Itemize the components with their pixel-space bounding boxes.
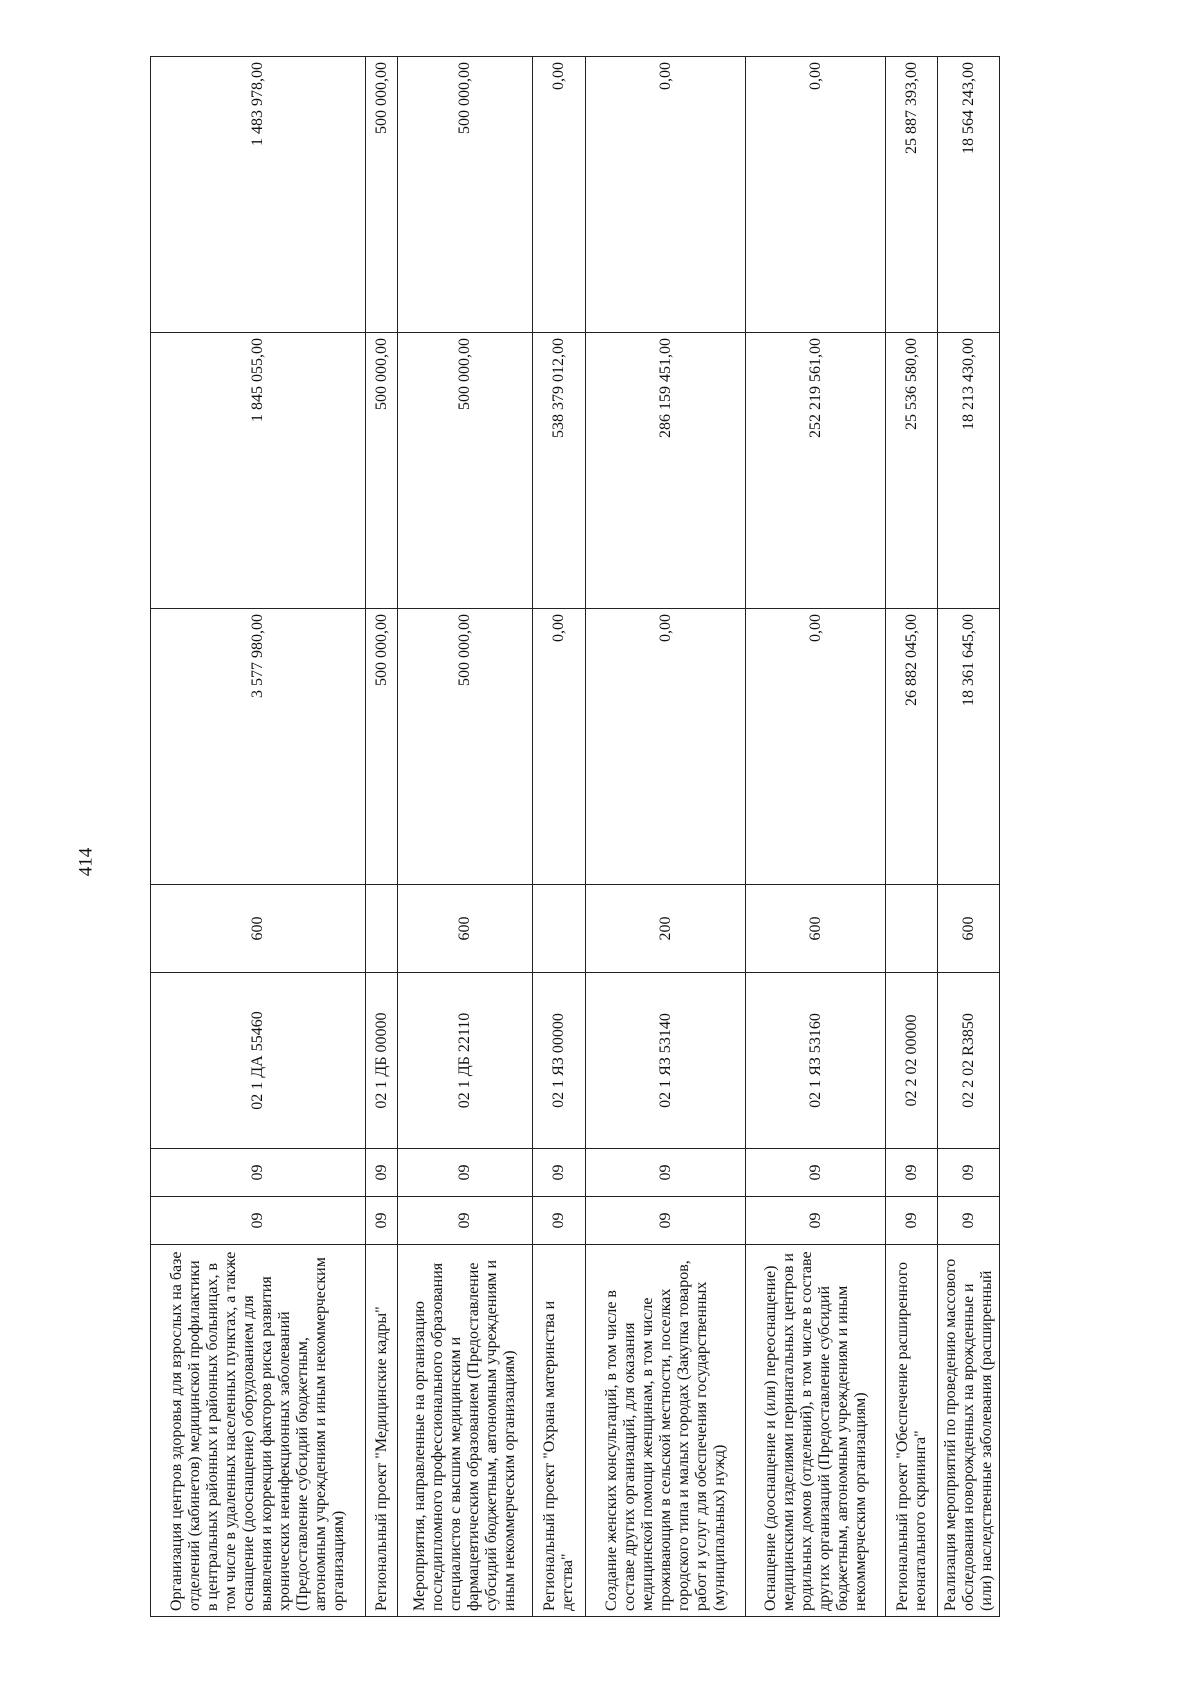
amount-year-1-cell: 18 361 645,00: [938, 609, 1000, 885]
amount-year-1-cell: 0,00: [586, 609, 746, 885]
section-code-cell: 09: [886, 1149, 938, 1197]
target-article-cell: 02 1 ЯЗ 00000: [533, 973, 586, 1149]
amount-year-1-cell: 500 000,00: [398, 609, 533, 885]
section-code-cell: 09: [366, 1149, 398, 1197]
target-article-cell: 02 1 ДБ 22110: [398, 973, 533, 1149]
expense-type-cell: 600: [151, 885, 366, 973]
target-article-cell: 02 2 02 R3850: [938, 973, 1000, 1149]
amount-year-2-cell: 500 000,00: [398, 333, 533, 609]
table-row: [746, 57, 886, 1617]
ministry-code-cell: 09: [398, 1197, 533, 1245]
ministry-code-cell: 09: [886, 1197, 938, 1245]
section-code-cell: 09: [533, 1149, 586, 1197]
amount-year-2-cell: 538 379 012,00: [533, 333, 586, 609]
expense-type-cell: [886, 885, 938, 973]
amount-year-3-cell: 0,00: [533, 57, 586, 333]
ministry-code-cell: 09: [586, 1197, 746, 1245]
amount-year-3-cell: 18 564 243,00: [938, 57, 1000, 333]
amount-year-2-cell: 286 159 451,00: [586, 333, 746, 609]
amount-year-1-cell: 0,00: [746, 609, 886, 885]
table-row: [151, 57, 366, 1617]
row-name-cell: Создание женских консультаций, в том числе в составе других организаций, для оказания медицинской помощи женщинам, в том числе проживающим в сельской местности, поселках городского типа и малых городах (Закупка товаров, работ и услуг для обеспечения государственных (муниципальных) нужд): [586, 1245, 746, 1617]
row-name-cell: Региональный проект "Медицинские кадры": [366, 1245, 398, 1617]
ministry-code-cell: 09: [366, 1197, 398, 1245]
amount-year-3-cell: 1 483 978,00: [151, 57, 366, 333]
expense-type-cell: 600: [398, 885, 533, 973]
expense-type-cell: [366, 885, 398, 973]
table-row: [938, 57, 1000, 1617]
amount-year-3-cell: 500 000,00: [398, 57, 533, 333]
section-code-cell: 09: [938, 1149, 1000, 1197]
row-name-cell: Региональный проект "Обеспечение расширенного неонатального скрининга": [886, 1245, 938, 1617]
row-name-cell: Оснащение (дооснащение и (или) переоснащение) медицинскими изделиями перинатальных центров и родильных домов (отделений), в том числе в составе других организаций (Предоставление субсидий бюджетным, автономным учреждениям и иным некоммерческим организациям): [746, 1245, 886, 1617]
section-code-cell: 09: [151, 1149, 366, 1197]
section-code-cell: 09: [746, 1149, 886, 1197]
row-name-cell: Реализация мероприятий по проведению массового обследования новорожденных на врожденные и (или) наследственные заболевания (расширенный: [938, 1245, 1000, 1617]
amount-year-2-cell: 500 000,00: [366, 333, 398, 609]
expense-type-cell: [533, 885, 586, 973]
table-row: [533, 57, 586, 1617]
target-article-cell: 02 1 ДА 55460: [151, 973, 366, 1149]
rotated-table-wrapper: [150, 57, 1090, 1617]
amount-year-3-cell: 25 887 393,00: [886, 57, 938, 333]
page-number: [68, 836, 104, 888]
ministry-code-cell: 09: [533, 1197, 586, 1245]
target-article-cell: 02 1 ЯЗ 53160: [746, 973, 886, 1149]
amount-year-3-cell: 0,00: [586, 57, 746, 333]
table-row: [398, 57, 533, 1617]
expense-type-cell: 600: [938, 885, 1000, 973]
amount-year-2-cell: 1 845 055,00: [151, 333, 366, 609]
amount-year-1-cell: 26 882 045,00: [886, 609, 938, 885]
amount-year-2-cell: 18 213 430,00: [938, 333, 1000, 609]
page-number-text: 414: [75, 847, 96, 877]
target-article-cell: 02 1 ЯЗ 53140: [586, 973, 746, 1149]
section-code-cell: 09: [398, 1149, 533, 1197]
amount-year-3-cell: 500 000,00: [366, 57, 398, 333]
budget-table: [150, 56, 1000, 1617]
table-row: [586, 57, 746, 1617]
target-article-cell: 02 2 02 00000: [886, 973, 938, 1149]
amount-year-2-cell: 252 219 561,00: [746, 333, 886, 609]
row-name-cell: Мероприятия, направленные на организацию последипломного профессионального образования специалистов с высшим медицинским и фармацевтическим образованием (Предоставление субсидий бюджетным, автономным учреждениям и иным некоммерческим организациям): [398, 1245, 533, 1617]
expense-type-cell: 600: [746, 885, 886, 973]
amount-year-1-cell: 500 000,00: [366, 609, 398, 885]
ministry-code-cell: 09: [746, 1197, 886, 1245]
row-name-cell: Региональный проект "Охрана материнства и детства": [533, 1245, 586, 1617]
amount-year-2-cell: 25 536 580,00: [886, 333, 938, 609]
ministry-code-cell: 09: [151, 1197, 366, 1245]
amount-year-1-cell: 3 577 980,00: [151, 609, 366, 885]
expense-type-cell: 200: [586, 885, 746, 973]
amount-year-1-cell: 0,00: [533, 609, 586, 885]
table-row: [366, 57, 398, 1617]
amount-year-3-cell: 0,00: [746, 57, 886, 333]
section-code-cell: 09: [586, 1149, 746, 1197]
row-name-cell: Организация центров здоровья для взрослых на базе отделений (кабинетов) медицинской профилактики в центральных районных и районных больницах, в том числе в удаленных населенных пунктах, а также оснащение (дооснащение) оборудованием для выявления и коррекции факторов риска развития хронических неинфекционных заболеваний (Предоставление субсидий бюджетным, автономным учреждениям и иным некоммерческим организациям): [151, 1245, 366, 1617]
table-row: [886, 57, 938, 1617]
target-article-cell: 02 1 ДБ 00000: [366, 973, 398, 1149]
ministry-code-cell: 09: [938, 1197, 1000, 1245]
